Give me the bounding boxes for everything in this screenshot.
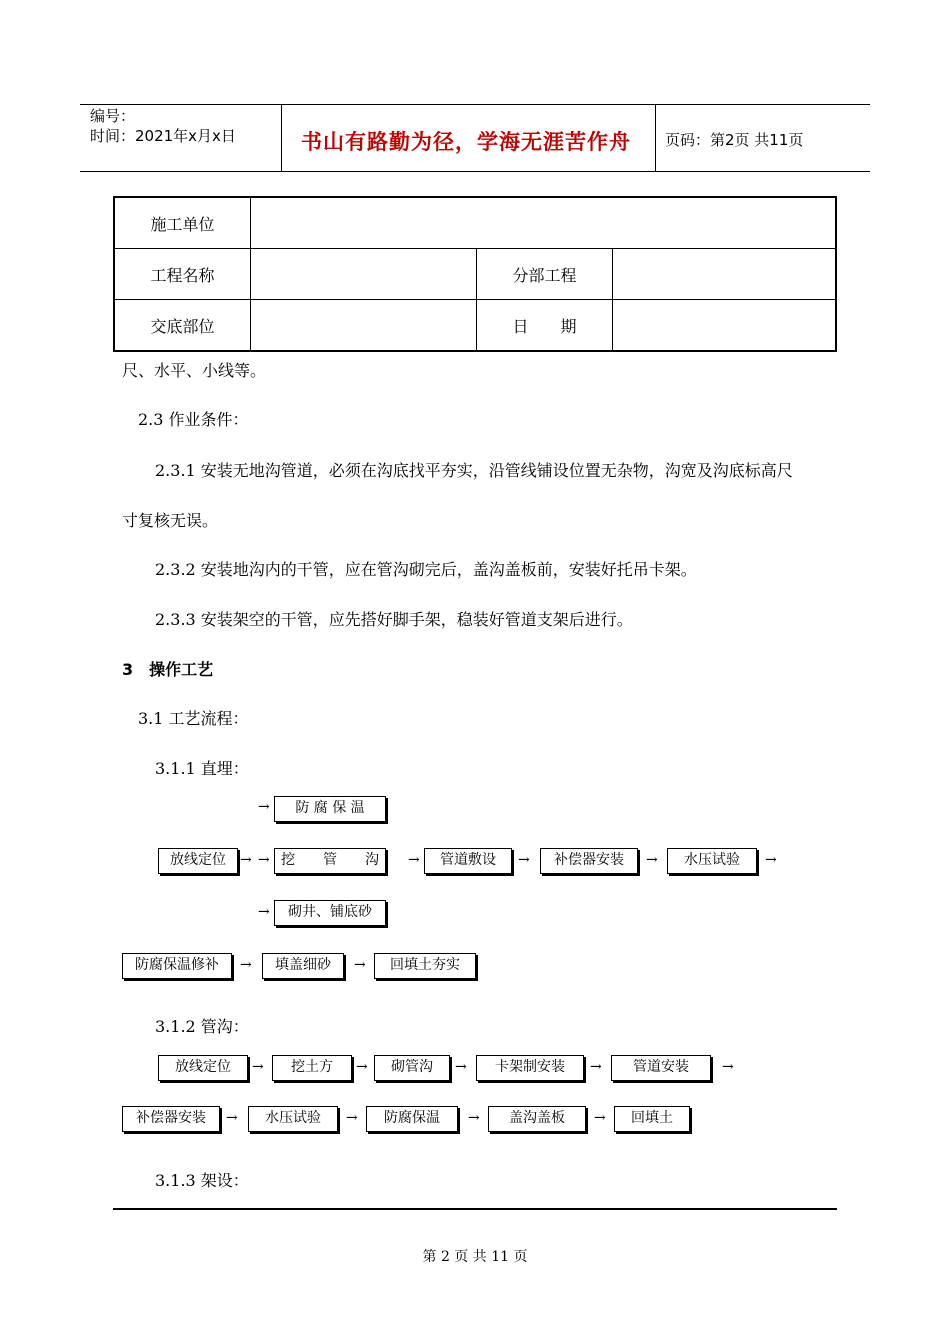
- flow-arrow: →: [590, 1059, 602, 1075]
- flow-box-anticorrosion: 防腐保温: [366, 1106, 458, 1132]
- flow-box-layout: 放线定位: [158, 1055, 248, 1081]
- flow-arrow: →: [765, 852, 777, 868]
- paragraph-2-3-1: 2.3.1 安装无地沟管道，必须在沟底找平夯实，沿管线铺设位置无杂物，沟宽及沟底标高尺: [155, 461, 793, 480]
- header-separator: [655, 104, 656, 172]
- flow-arrow: →: [646, 852, 658, 868]
- header-bottom-rule: [80, 171, 870, 172]
- header-number: 编号：: [90, 107, 136, 125]
- section-3-heading: 3 操作工艺: [122, 660, 214, 679]
- flow-arrow: →: [258, 852, 270, 868]
- flow-box-earthwork: 挖土方: [272, 1055, 352, 1081]
- part-label: 交底部位: [114, 300, 251, 352]
- flow-box-cover-plate: 盖沟盖板: [488, 1106, 586, 1132]
- date-label: 日 期: [477, 300, 613, 352]
- flow-box-layout: 放线定位: [158, 848, 238, 874]
- flow-box-pipe-install: 管道安装: [611, 1055, 711, 1081]
- flow-arrow: →: [258, 799, 270, 815]
- page-footer: 第 2 页 共 11 页: [422, 1249, 528, 1265]
- flow-box-compensator: 补偿器安装: [122, 1106, 220, 1132]
- unit-value: [251, 197, 837, 249]
- flow-arrow: →: [408, 852, 420, 868]
- flow-box-backfill: 回填土夯实: [374, 953, 476, 979]
- part-value: [251, 300, 477, 352]
- date-value: [613, 300, 837, 352]
- footer-rule: [113, 1208, 837, 1210]
- flow-box-pressure-test: 水压试验: [667, 848, 757, 874]
- flow-box-bracket: 卡架制安装: [476, 1055, 584, 1081]
- flow-arrow: →: [468, 1110, 480, 1126]
- paragraph-2-3-3: 2.3.3 安装架空的干管，应先搭好脚手架，稳装好管道支架后进行。: [155, 610, 633, 629]
- flow-arrow: →: [226, 1110, 238, 1126]
- flow-arrow: →: [354, 957, 366, 973]
- flow-arrow: →: [722, 1059, 734, 1075]
- flow-box-fine-sand: 填盖细砂: [262, 953, 344, 979]
- header-top-rule: [80, 104, 870, 105]
- project-label: 工程名称: [114, 249, 251, 300]
- paragraph-tools: 尺、水平、小线等。: [122, 361, 267, 380]
- flow-box-repair: 防腐保温修补: [122, 953, 232, 979]
- flow-box-compensator: 补偿器安装: [540, 848, 638, 874]
- project-value: [251, 249, 477, 300]
- header-motto: 书山有路勤为径，学海无涯苦作舟: [301, 130, 631, 154]
- flow-arrow: →: [356, 1059, 368, 1075]
- flow-arrow: →: [594, 1110, 606, 1126]
- flow-arrow: →: [252, 1059, 264, 1075]
- paragraph-2-3-2: 2.3.2 安装地沟内的干管，应在管沟砌完后，盖沟盖板前，安装好托吊卡架。: [155, 560, 697, 579]
- flow-box-pipe-laying: 管道敷设: [424, 848, 512, 874]
- section-3-1-heading: 3.1 工艺流程：: [138, 709, 249, 728]
- header-separator: [281, 104, 282, 172]
- flow-box-dig-trench: 挖 管 沟: [274, 848, 386, 874]
- flow-arrow: →: [258, 904, 270, 920]
- flow-box-pressure-test: 水压试验: [248, 1106, 338, 1132]
- flow-arrow: →: [518, 852, 530, 868]
- section-2-3-heading: 2.3 作业条件：: [138, 410, 249, 429]
- flow-arrow: →: [240, 957, 252, 973]
- header-time: 时间：2021年x月x日: [90, 127, 236, 145]
- flow-arrow: →: [240, 852, 252, 868]
- flow-arrow: →: [455, 1059, 467, 1075]
- paragraph-2-3-1-cont: 寸复核无误。: [122, 511, 219, 530]
- section-3-1-3-heading: 3.1.3 架设：: [155, 1171, 249, 1190]
- flow-box-well-sand: 砌井、铺底砂: [274, 900, 386, 926]
- flow-box-anticorrosion: 防 腐 保 温: [274, 796, 386, 822]
- section-3-1-2-heading: 3.1.2 管沟：: [155, 1017, 249, 1036]
- subproject-label: 分部工程: [477, 249, 613, 300]
- flow-box-build-trench: 砌管沟: [374, 1055, 450, 1081]
- unit-label: 施工单位: [114, 197, 251, 249]
- flow-arrow: →: [346, 1110, 358, 1126]
- subproject-value: [613, 249, 837, 300]
- section-3-1-1-heading: 3.1.1 直埋：: [155, 759, 249, 778]
- info-table: [113, 196, 837, 352]
- header-page: 页码：第2页 共11页: [665, 131, 804, 149]
- flow-box-backfill: 回填土: [614, 1106, 690, 1132]
